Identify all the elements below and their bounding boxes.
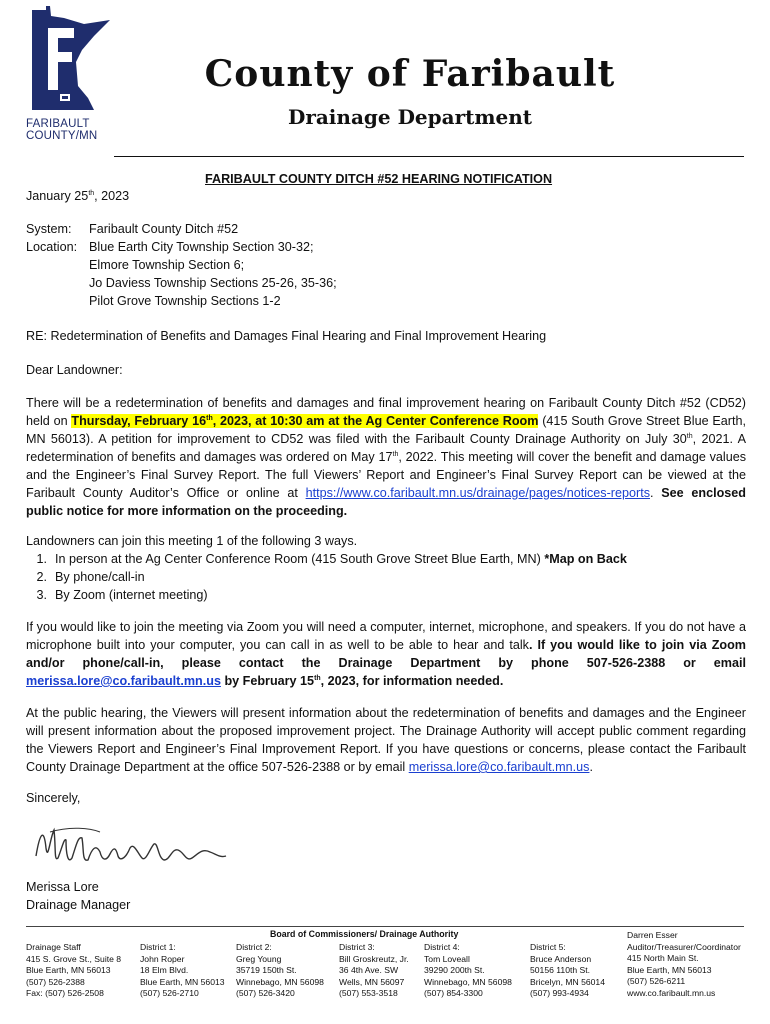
footer-column-district-5: District 5: Bruce Anderson 50156 110th St. Bricelyn, MN 56014 (507) 993-4934 [530, 942, 605, 998]
footer-column-district-4: District 4: Tom Loveall 39290 200th St. Winnebago, MN 56098 (507) 854-3300 [424, 942, 512, 998]
hearing-date-highlight: Thursday, February 16th, 2023, at 10:30 am at the Ag Center Conference Room [71, 414, 539, 428]
join-intro: Landowners can join this meeting 1 of the following 3 ways. [26, 534, 358, 548]
signer-title: Drainage Manager [26, 898, 131, 912]
salutation: Dear Landowner: [26, 363, 123, 377]
notices-reports-link[interactable]: https://www.co.faribault.mn.us/drainage/pages/notices-reports [305, 486, 650, 500]
public-hearing-paragraph: At the public hearing, the Viewers will present information about the redetermination of benefits and damages and the Engineer will present information about the proposed improvement project. The Drainage Authority will accept public comment regarding the Viewers Report and Engineer’s Final Improvement Report. If you have questions or concerns, please contact the Faribault County Drainage Department at the office 507-526-2388 or by email merissa.lore@co.faribault.mn.us. [26, 706, 746, 774]
email-link[interactable]: merissa.lore@co.faribault.mn.us [408, 760, 590, 774]
location-line: Blue Earth City Township Section 30-32; [89, 240, 314, 254]
location-label: Location: [26, 240, 78, 254]
footer-column-auditor: Darren Esser Auditor/Treasurer/Coordinator 415 North Main St. Blue Earth, MN 56013 (507) 526-6211 www.co.faribault.mn.us [627, 930, 741, 998]
minnesota-f-logo-icon [24, 6, 114, 121]
footer-column-drainage-staff: Drainage Staff 415 S. Grove St., Suite 8 Blue Earth, MN 56013 (507) 526-2388 Fax: (507) 526-2508 [26, 942, 122, 998]
signer-name: Merissa Lore [26, 880, 99, 894]
footer-column-district-1: District 1: John Roper 18 Elm Blvd. Blue Earth, MN 56013 (507) 526-2710 [140, 942, 225, 998]
system-value: Faribault County Ditch #52 [89, 222, 239, 236]
location-line: Jo Daviess Township Sections 25-26, 35-36; [89, 276, 337, 290]
system-location-block [26, 220, 746, 310]
join-options [26, 532, 746, 604]
letterhead-title: County of Faribault [204, 53, 616, 95]
list-item: 3. By Zoom (internet meeting) [36, 588, 208, 602]
letterhead-subtitle: Drainage Department [287, 105, 533, 129]
email-link[interactable]: merissa.lore@co.faribault.mn.us [26, 674, 221, 688]
handwritten-signature-icon [30, 818, 230, 878]
document-heading: FARIBAULT COUNTY DITCH #52 HEARING NOTIFICATION [205, 172, 553, 186]
system-label: System: [26, 222, 72, 236]
location-line: Elmore Township Section 6; [89, 258, 245, 272]
re-line: RE: Redetermination of Benefits and Damages Final Hearing and Final Improvement Hearing [26, 329, 547, 343]
board-title: Board of Commissioners/ Drainage Authority [270, 929, 459, 939]
zoom-paragraph: If you would like to join the meeting via Zoom you will need a computer, internet, microphone, and speakers. If you do not have a microphone built into your computer, you can call in as well to be able to hear and talk. If you would like to join via Zoom and/or phone/call-in, please contact the Drainage Department by phone 507-526-2388 or email merissa.lore@co.faribault.mn.us by February 15th, 2023, for information needed. [26, 620, 746, 688]
list-item: 1. In person at the Ag Center Conference Room (415 South Grove Street Blue Earth, MN) *Map on Back [36, 552, 627, 566]
footer-column-district-3: District 3: Bill Groskreutz, Jr. 36 4th Ave. SW Wells, MN 56097 (507) 553-3518 [339, 942, 409, 998]
hearing-paragraph: There will be a redetermination of benefits and damages and final improvement hearing on Faribault County Ditch #52 (CD52) held on Thursday, February 16th, 2023, at 10:30 am at the Ag Center Conference Room (415 South Grove Street Blue Earth, MN 56013). A petition for improvement to CD52 was filed with the Faribault County Drainage Authority on July 30th, 2021. A redetermination of benefits and damages was ordered on May 17th, 2022. This meeting will cover the benefit and damage values and the Engineer’s Final Survey Report. The full Viewers’ Report and Engineer’s Final Survey Report can be viewed at the Faribault County Auditor’s Office or online at https://www.co.faribault.mn.us/drainage/pages/notices-reports. See enclosed public notice for more information on the proceeding. [26, 396, 746, 518]
location-line: Pilot Grove Township Sections 1-2 [89, 294, 281, 308]
list-item: 2. By phone/call-in [36, 570, 145, 584]
header-divider [114, 156, 744, 157]
footer-divider [26, 926, 744, 927]
footer-column-district-2: District 2: Greg Young 35719 150th St. Winnebago, MN 56098 (507) 526-3420 [236, 942, 324, 998]
logo-text: FARIBAULT COUNTY/MN [26, 118, 98, 142]
letter-date: January 25th, 2023 [26, 189, 130, 203]
closing: Sincerely, [26, 791, 81, 805]
